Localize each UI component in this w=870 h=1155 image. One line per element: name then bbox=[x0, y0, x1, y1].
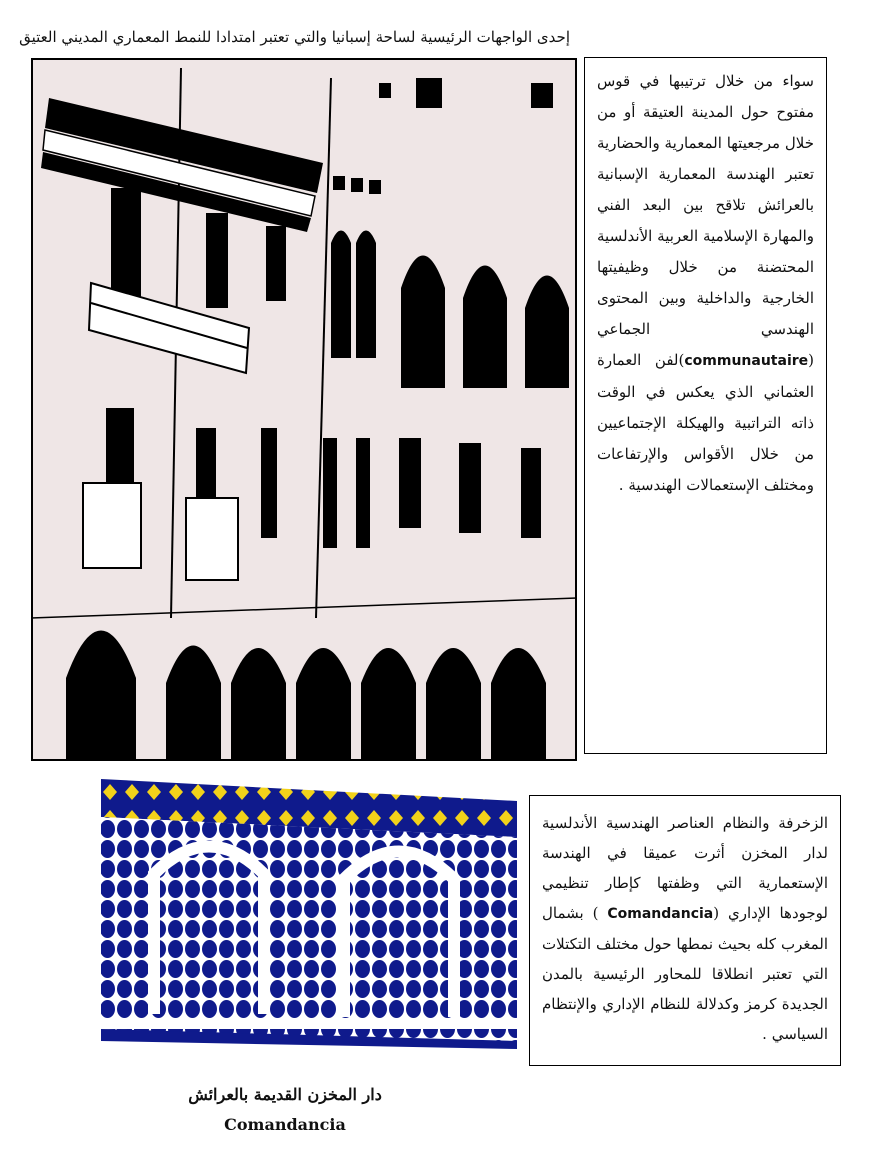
mosaic-text-part-2: ) بشمال المغرب كله بحيث نمطها حول مختلف التكتلات التي تعتبر انطلاقا للمحاور الرئيسية بالمدن الجديدة كرمز وكدلالة للنظام الإداري والإنتظام السياسي . bbox=[542, 904, 828, 1043]
mosaic-text-part-1: الزخرفة والنظام العناصر الهندسية الأندلسية لدار المخزن أثرت عميقا في الهندسة الإستعمارية التي وظفتها كإطار تنظيمي لوجودها الإداري ( bbox=[542, 814, 828, 922]
facade-illustration bbox=[31, 58, 577, 761]
facade-text-part-1: سواء من خلال ترتيبها في قوس مفتوح حول المدينة العتيقة أو من خلال مرجعيتها المعمارية والحضارية تعتبر الهندسة المعمارية الإسبانية بالعرائش تلاقح بين البعد الفني والمهارة الإسلامية العربية الأندلسية المحتضنة من خلال وظيفيتها الخارجية والداخلية وبين المحتوى الهندسي الجماعي ( bbox=[597, 72, 814, 369]
top-figure-caption: إحدى الواجهات الرئيسية لساحة إسبانيا والتي تعتبر امتدادا للنمط المعماري المديني العتيق bbox=[19, 28, 570, 46]
mosaic-latin-term: Comandancia bbox=[607, 906, 714, 922]
mosaic-illustration bbox=[99, 779, 519, 1049]
facade-latin-term: communautaire bbox=[684, 353, 809, 369]
facade-description-box bbox=[584, 57, 827, 754]
bottom-caption-latin: Comandancia bbox=[224, 1115, 346, 1134]
bottom-figure-caption bbox=[170, 1080, 400, 1140]
bottom-caption-arabic: دار المخزن القديمة بالعرائش bbox=[188, 1085, 382, 1104]
mosaic-description-box bbox=[529, 795, 841, 1066]
facade-text-part-2: )لفن العمارة العثماني الذي يعكس في الوقت ذاته التراتبية والهيكلة الإجتماعيين من خلال الأقواس والإرتفاعات ومختلف الإستعمالات الهندسية . bbox=[597, 351, 814, 494]
